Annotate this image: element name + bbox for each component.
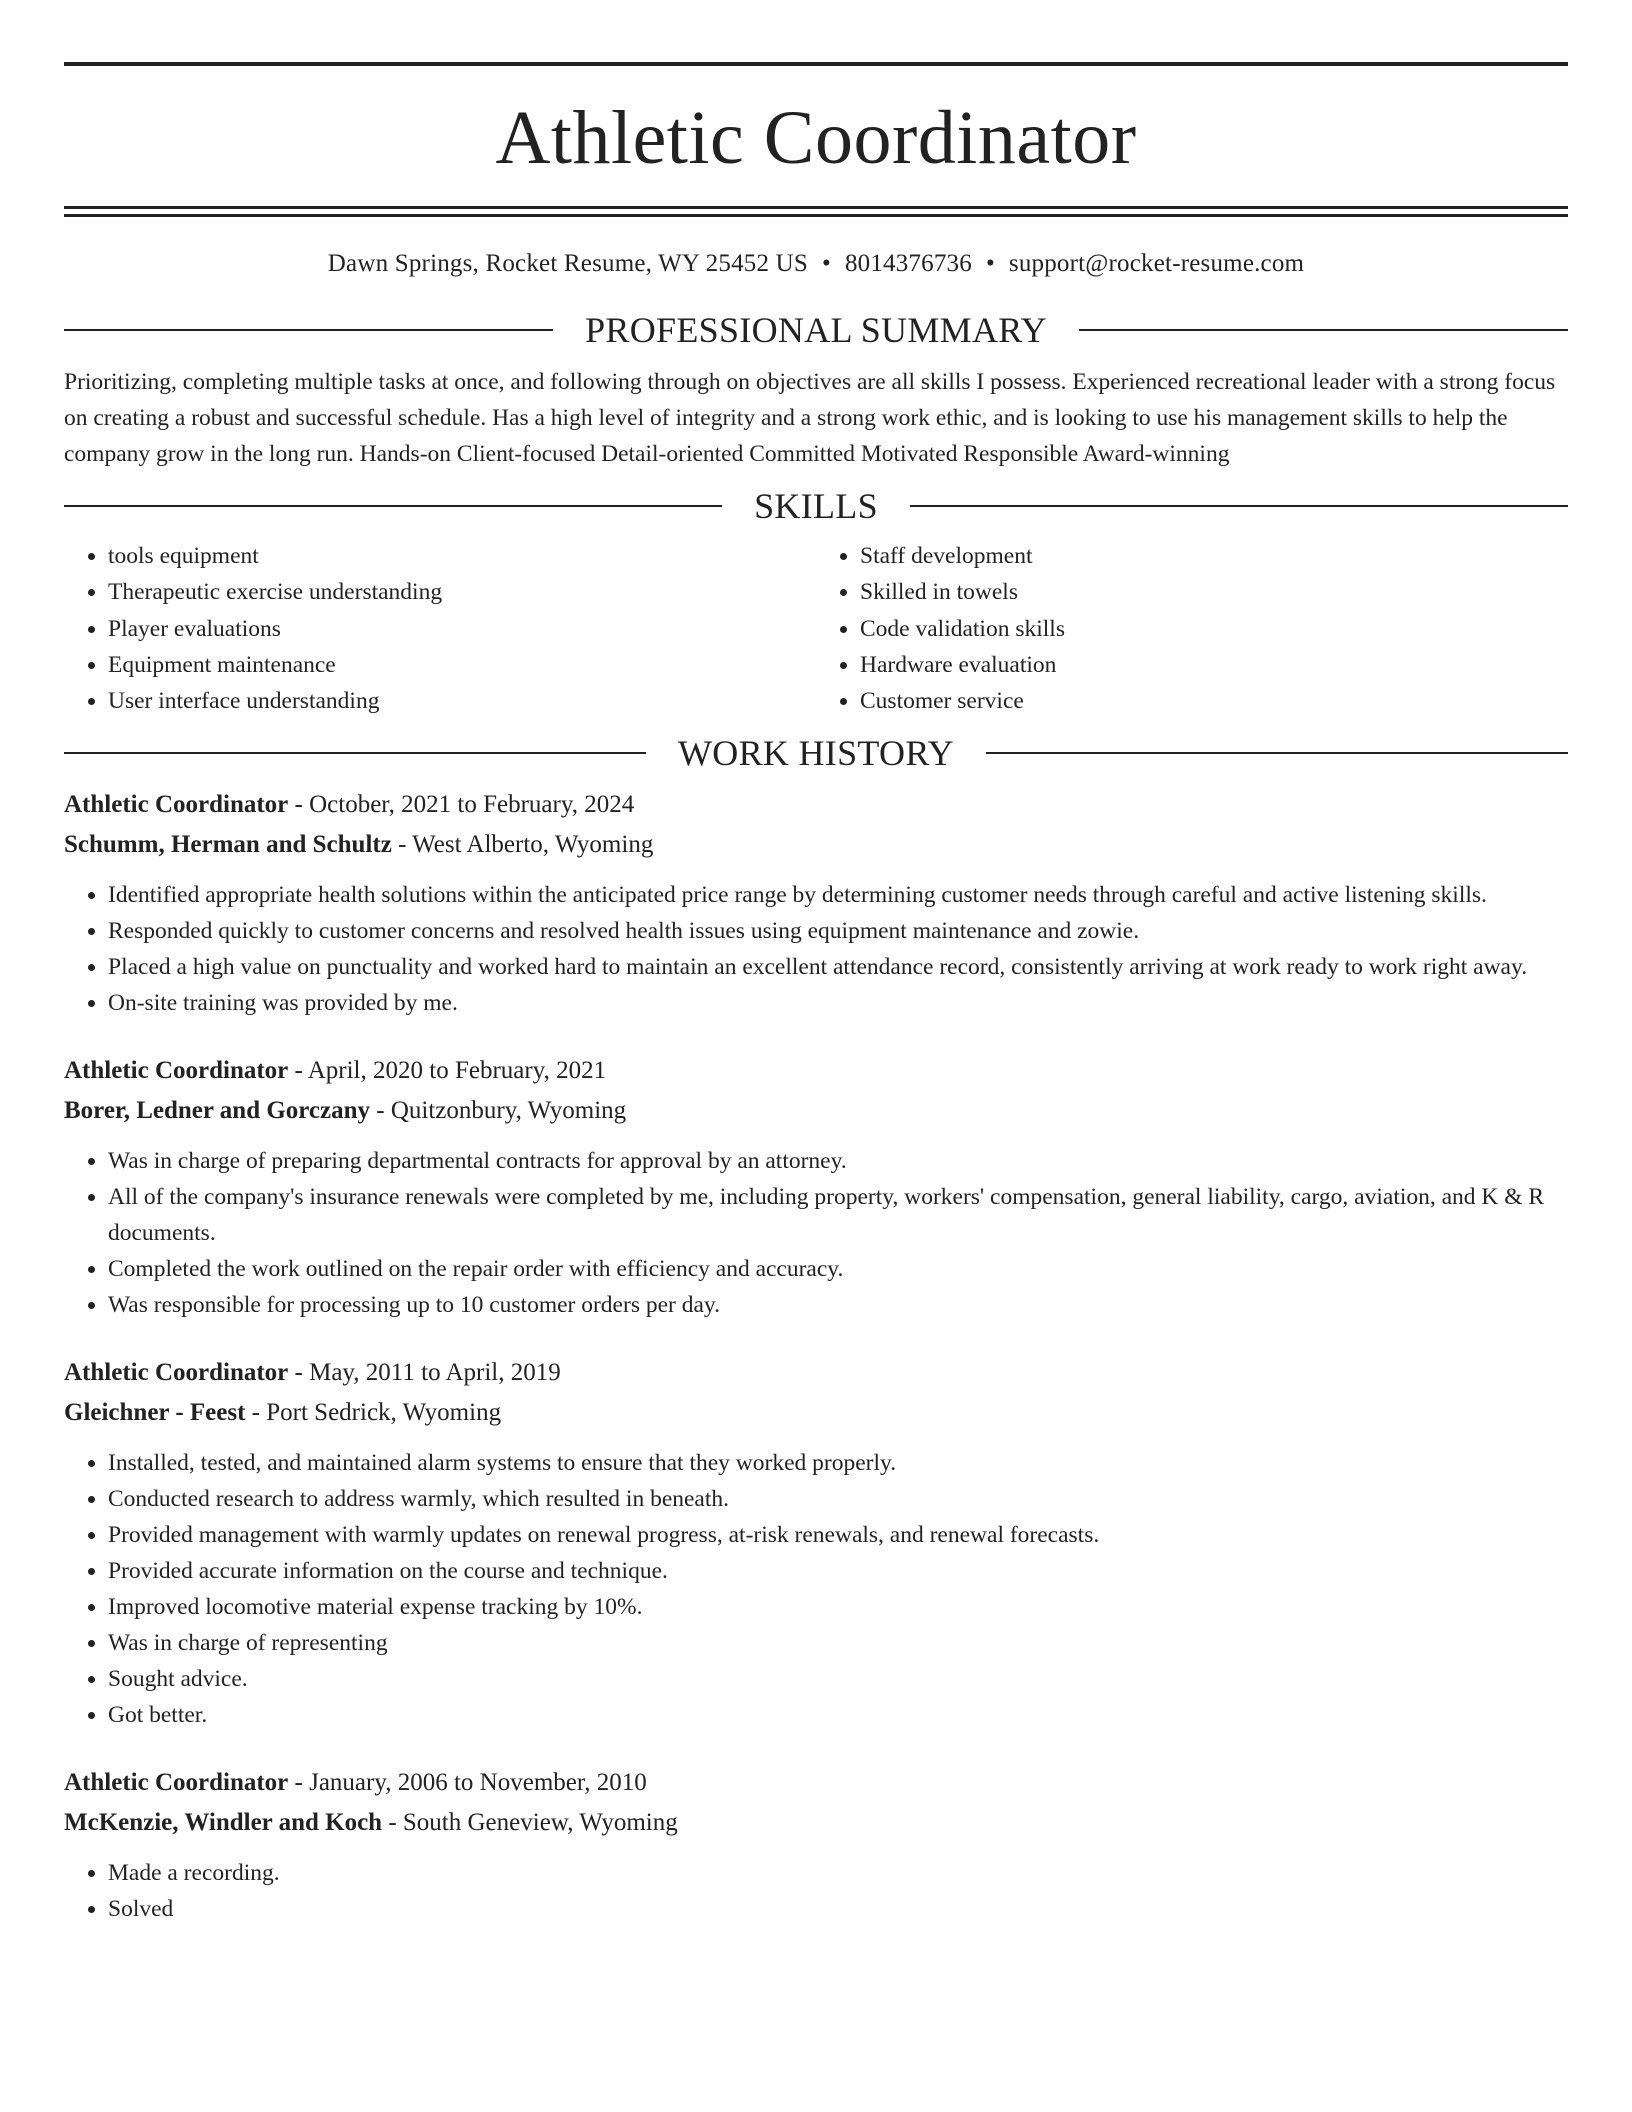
job-entry bbox=[64, 1353, 1568, 1733]
job-dates: - May, 2011 to April, 2019 bbox=[288, 1359, 561, 1387]
job-entry bbox=[64, 1763, 1568, 1927]
resume-title: Athletic Coordinator bbox=[495, 96, 1137, 180]
heading-rule-right bbox=[986, 752, 1568, 754]
job-bullet: • Conducted research to address warmly, which resulted in beneath. bbox=[108, 1481, 1568, 1517]
job-title: Athletic Coordinator bbox=[64, 791, 289, 819]
contact-line bbox=[64, 249, 1568, 279]
heading-rule-right bbox=[910, 505, 1568, 507]
contact-phone: 8014376736 bbox=[844, 250, 972, 277]
job-bullet: • All of the company's insurance renewals were completed by me, including property, workers' compensation, general liability, cargo, aviation, and K & R documents. bbox=[108, 1179, 1568, 1251]
skill-item: • Staff development bbox=[860, 538, 1568, 574]
job-company-line bbox=[64, 1393, 1568, 1433]
job-bullet: • Sought advice. bbox=[108, 1661, 1568, 1697]
skills-column-left bbox=[64, 538, 816, 719]
job-company-line bbox=[64, 1803, 1568, 1843]
job-entry bbox=[64, 785, 1568, 1021]
skill-item: • Hardware evaluation bbox=[860, 647, 1568, 683]
skill-item: • Player evaluations bbox=[108, 611, 816, 647]
job-location: - West Alberto, Wyoming bbox=[391, 831, 654, 859]
contact-address: Dawn Springs, Rocket Resume, WY 25452 US bbox=[327, 250, 808, 277]
skill-item: • Customer service bbox=[860, 683, 1568, 719]
job-entry bbox=[64, 1051, 1568, 1323]
skill-item: • Skilled in towels bbox=[860, 574, 1568, 610]
skills-heading bbox=[64, 486, 1568, 526]
skill-item: • Therapeutic exercise understanding bbox=[108, 574, 816, 610]
skill-item: • User interface understanding bbox=[108, 683, 816, 719]
job-bullet: • Improved locomotive material expense tracking by 10%. bbox=[108, 1589, 1568, 1625]
job-bullet: • Installed, tested, and maintained alarm systems to ensure that they worked properly. bbox=[108, 1445, 1568, 1481]
job-company: Schumm, Herman and Schultz bbox=[64, 831, 392, 859]
top-rule bbox=[64, 62, 1568, 66]
job-bullets bbox=[64, 1855, 1568, 1927]
job-bullet: • Provided management with warmly updates on renewal progress, at-risk renewals, and renewal forecasts. bbox=[108, 1517, 1568, 1553]
job-company: Gleichner - Feest bbox=[64, 1399, 246, 1427]
job-title-line bbox=[64, 1353, 1568, 1393]
job-bullets bbox=[64, 877, 1568, 1021]
job-title-line bbox=[64, 1051, 1568, 1091]
job-bullet: • Was in charge of representing bbox=[108, 1625, 1568, 1661]
work-heading bbox=[64, 733, 1568, 773]
skills-column-right bbox=[816, 538, 1568, 719]
double-rule bbox=[64, 206, 1568, 217]
job-title-line bbox=[64, 785, 1568, 825]
skill-item: • Code validation skills bbox=[860, 611, 1568, 647]
job-title: Athletic Coordinator bbox=[64, 1769, 289, 1797]
skills-heading-label: SKILLS bbox=[754, 486, 878, 526]
job-company: McKenzie, Windler and Koch bbox=[64, 1809, 383, 1837]
resume-page bbox=[64, 62, 1568, 1927]
job-bullet: • Solved bbox=[108, 1891, 1568, 1927]
heading-rule-left bbox=[64, 505, 722, 507]
job-dates: - January, 2006 to November, 2010 bbox=[288, 1769, 647, 1797]
job-dates: - October, 2021 to February, 2024 bbox=[288, 791, 635, 819]
summary-heading bbox=[64, 310, 1568, 350]
job-bullet: • Responded quickly to customer concerns and resolved health issues using equipment maintenance and zowie. bbox=[108, 913, 1568, 949]
job-bullet: • Was responsible for processing up to 10 customer orders per day. bbox=[108, 1287, 1568, 1323]
job-dates: - April, 2020 to February, 2021 bbox=[288, 1057, 607, 1085]
bullet-separator: • bbox=[985, 250, 995, 277]
job-bullet: • Identified appropriate health solutions within the anticipated price range by determining customer needs through careful and active listening skills. bbox=[108, 877, 1568, 913]
skill-item: • tools equipment bbox=[108, 538, 816, 574]
job-bullets bbox=[64, 1445, 1568, 1733]
heading-rule-left bbox=[64, 752, 646, 754]
summary-text: Prioritizing, completing multiple tasks at once, and following through on objectives are all skills I possess. Experienced recreational leader with a strong focus on creating a robust and successful schedule. Has a high level of integrity and a strong work ethic, and is looking to use his management skills to help the company grow in the long run. Hands-on Client-focused Detail-oriented Committed Motivated Responsible Award-winning bbox=[64, 369, 1556, 467]
job-company: Borer, Ledner and Gorczany bbox=[64, 1097, 371, 1125]
job-bullet: • Provided accurate information on the course and technique. bbox=[108, 1553, 1568, 1589]
heading-rule-right bbox=[1079, 329, 1568, 331]
job-location: - Port Sedrick, Wyoming bbox=[245, 1399, 502, 1427]
job-title-line bbox=[64, 1763, 1568, 1803]
job-company-line bbox=[64, 825, 1568, 865]
job-title: Athletic Coordinator bbox=[64, 1057, 289, 1085]
skill-item: • Equipment maintenance bbox=[108, 647, 816, 683]
bullet-separator: • bbox=[822, 250, 831, 277]
job-title: Athletic Coordinator bbox=[64, 1359, 289, 1387]
summary-heading-label: PROFESSIONAL SUMMARY bbox=[585, 310, 1047, 350]
skills-list bbox=[64, 538, 1568, 719]
job-bullet: • Placed a high value on punctuality and worked hard to maintain an excellent attendance record, consistently arriving at work ready to work right away. bbox=[108, 949, 1568, 985]
job-bullet: • On-site training was provided by me. bbox=[108, 985, 1568, 1021]
job-company-line bbox=[64, 1091, 1568, 1131]
job-location: - South Geneview, Wyoming bbox=[382, 1809, 678, 1837]
job-bullet: • Completed the work outlined on the repair order with efficiency and accuracy. bbox=[108, 1251, 1568, 1287]
job-bullets bbox=[64, 1143, 1568, 1323]
heading-rule-left bbox=[64, 329, 553, 331]
job-location: - Quitzonbury, Wyoming bbox=[370, 1097, 627, 1125]
job-bullet: • Was in charge of preparing departmental contracts for approval by an attorney. bbox=[108, 1143, 1568, 1179]
work-heading-label: WORK HISTORY bbox=[678, 733, 954, 774]
contact-email: support@rocket-resume.com bbox=[1008, 250, 1305, 277]
job-bullet: • Made a recording. bbox=[108, 1855, 1568, 1891]
job-bullet: • Got better. bbox=[108, 1697, 1568, 1733]
